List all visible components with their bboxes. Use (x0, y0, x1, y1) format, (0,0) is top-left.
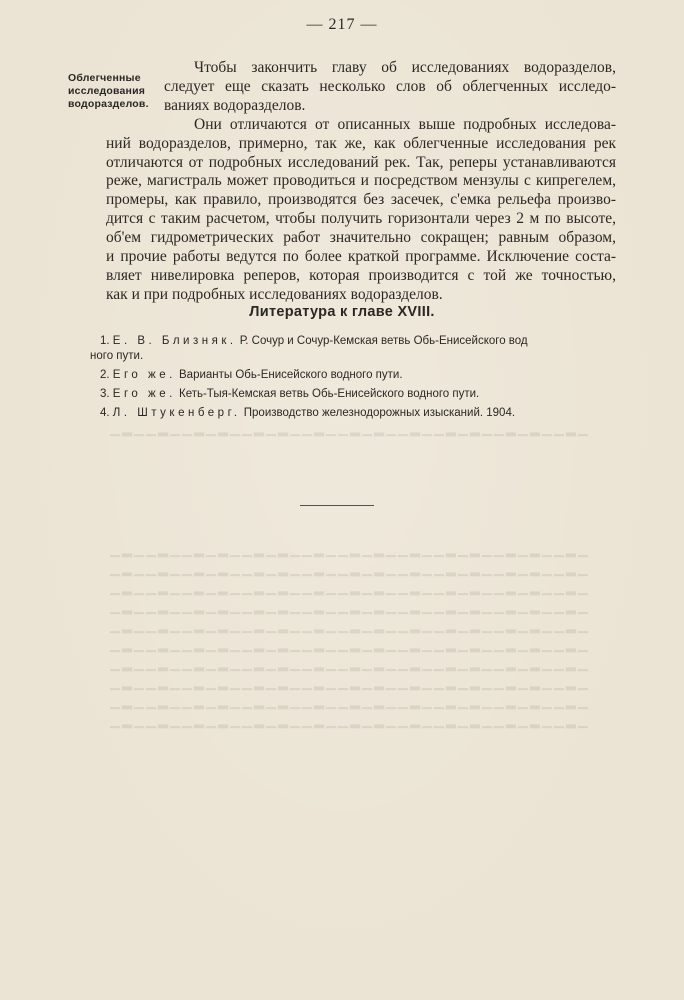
item-text: Варианты Обь-Енисейского водного пути. (179, 369, 403, 381)
item-number: 1. (100, 335, 110, 347)
item-text: Производство железнодорожных изысканий. 1904. (243, 407, 516, 419)
item-text: Р. Сочур и Сочур-Кемская ветвь Обь-Енисейского вод (239, 335, 528, 347)
literature-list (90, 334, 620, 425)
item-author: Е. В. Близняк. (112, 335, 237, 347)
text-line: как и при подробных исследованиях водоразделов. (106, 285, 443, 303)
text-line: отличаются от подробных исследований рек. Так, реперы устанавливаются (106, 153, 616, 171)
literature-item (90, 334, 620, 364)
item-text: Кеть-Тыя-Кемская ветвь Обь-Енисейского водного пути. (179, 388, 480, 400)
section-divider (300, 505, 374, 506)
item-author: Его же. (112, 388, 176, 400)
item-author: Л. Штукенберг. (112, 407, 241, 419)
text-line: ваниях водоразделов. (164, 96, 306, 114)
literature-item (90, 368, 620, 383)
text-line: реже, магистраль может проводиться и посредством мензулы с кипрегелем, (106, 172, 616, 190)
show-through-texture: ▁▂▁▁▂▁▁▂▁▂▁▁▂▁▂▁▁▂▁▁▂▁▂▁▁▂▁▁▂▁▂▁▁▂▁▂▁▁▂▁ (110, 421, 590, 436)
page-number: — 217 — (306, 16, 378, 33)
item-text-continued: ного пути. (90, 350, 144, 362)
literature-item (90, 387, 620, 402)
margin-note-line: водоразделов. (68, 98, 149, 110)
literature-item (90, 406, 620, 421)
text-line: промеры, как правило, производятся без засечек, с'емка рельефа произво- (106, 191, 616, 209)
item-number: 3. (100, 388, 110, 400)
paragraph-2 (106, 116, 616, 305)
margin-note-line: исследования (68, 85, 146, 97)
text-line: об'ем гидрометрических работ значительно сокращен; равным образом, (106, 229, 616, 247)
text-line: следует еще сказать несколько слов об облегченных исследо- (164, 77, 616, 95)
text-line: дится с таким расчетом, чтобы получить горизонтали через 2 м по высоте, (106, 210, 616, 228)
body-text (106, 59, 616, 305)
text-line: Чтобы закончить главу об исследованиях водоразделов, (194, 59, 616, 76)
item-number: 2. (100, 369, 110, 381)
margin-note-line: Облегченные (68, 72, 141, 84)
item-number: 4. (100, 407, 110, 419)
item-author: Его же. (112, 369, 176, 381)
text-line: Они отличаются от описанных выше подробных исследова- (194, 115, 616, 133)
literature-heading: Литература к главе XVIII. (249, 304, 435, 320)
paragraph-1 (106, 59, 616, 116)
text-line: и прочие работы ведутся по более краткой программе. Исключение соста- (106, 248, 616, 266)
show-through-texture: ▁▂▁▁▂▁▁▂▁▂▁▁▂▁▂▁▁▂▁▁▂▁▂▁▁▂▁▁▂▁▂▁▁▂▁▂▁▁▂▁ ▁▂▁▁▂▁▁▂▁▂▁▁▂▁▂▁▁▂▁▁▂▁▂▁▁▂▁▁▂▁▂▁▁▂▁▂▁▁▂▁ ▁▂▁▁▂▁▁▂▁▂▁▁▂▁▂▁▁▂▁▁▂▁▂▁▁▂▁▁▂▁▂▁▁▂▁▂▁▁▂▁ ▁▂▁▁▂▁▁▂▁▂▁▁▂▁▂▁▁▂▁▁▂▁▂▁▁▂▁▁▂▁▂▁▁▂▁▂▁▁▂▁ ▁▂▁▁▂▁▁▂▁▂▁▁▂▁▂▁▁▂▁▁▂▁▂▁▁▂▁▁▂▁▂▁▁▂▁▂▁▁▂▁ ▁▂▁▁▂▁▁▂▁▂▁▁▂▁▂▁▁▂▁▁▂▁▂▁▁▂▁▁▂▁▂▁▁▂▁▂▁▁▂▁ ▁▂▁▁▂▁▁▂▁▂▁▁▂▁▂▁▁▂▁▁▂▁▂▁▁▂▁▁▂▁▂▁▁▂▁▂▁▁▂▁ ▁▂▁▁▂▁▁▂▁▂▁▁▂▁▂▁▁▂▁▁▂▁▂▁▁▂▁▁▂▁▂▁▁▂▁▂▁▁▂▁ ▁▂▁▁▂▁▁▂▁▂▁▁▂▁▂▁▁▂▁▁▂▁▂▁▁▂▁▁▂▁▂▁▁▂▁▂▁▁▂▁ ▁▂▁▁▂▁▁▂▁▂▁▁▂▁▂▁▁▂▁▁▂▁▂▁▁▂▁▁▂▁▂▁▁▂▁▂▁▁▂▁ (110, 542, 590, 728)
text-line: ний водоразделов, примерно, так же, как облегченные исследования рек (106, 134, 616, 152)
text-line: вляет нивелировка реперов, которая производится с той же точностью, (106, 266, 616, 284)
